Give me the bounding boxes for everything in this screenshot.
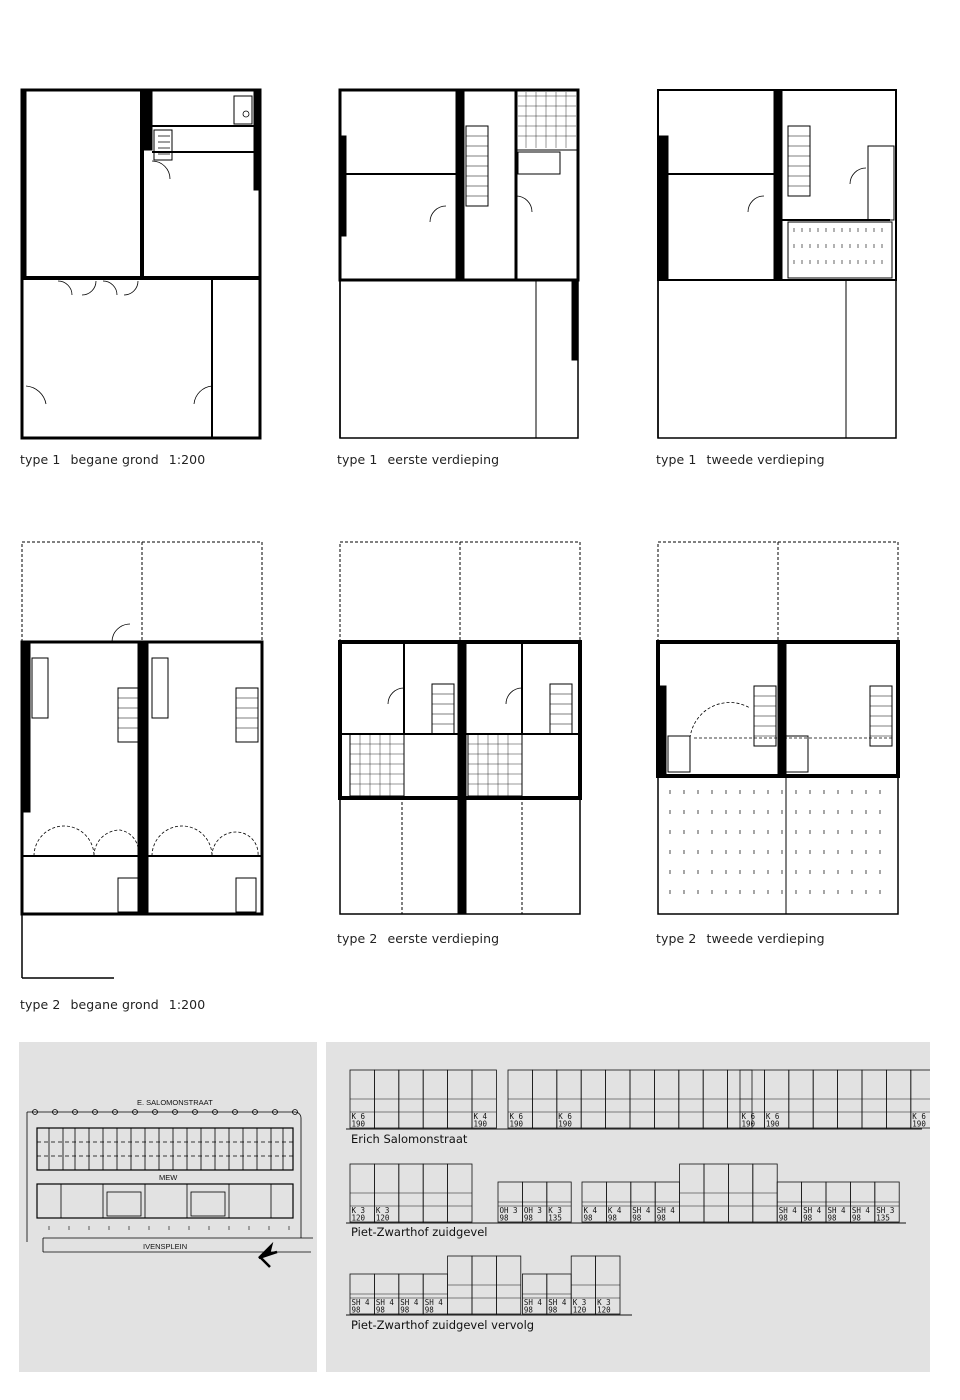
unit-type: K 6: [509, 1112, 524, 1121]
unit-type: K 6: [558, 1112, 572, 1121]
elevation-unit: [582, 1182, 606, 1223]
elevation-unit: [654, 1070, 678, 1128]
unit-area: 135: [876, 1213, 890, 1223]
elevation-unit: [508, 1070, 532, 1129]
elevation-unit: [350, 1164, 374, 1223]
elevation-unit: [350, 1274, 374, 1315]
unit-type: K 3: [351, 1206, 366, 1215]
elevation-unit: [350, 1070, 374, 1129]
plan-type2-ground: [18, 538, 266, 986]
caption-plan-5: [337, 931, 509, 946]
unit-type: SH 4: [548, 1298, 567, 1307]
plan-type2-first: [336, 538, 584, 918]
unit-area: 190: [741, 1119, 756, 1129]
unit-area: 120: [375, 1213, 390, 1223]
unit-type: SH 4: [424, 1298, 443, 1307]
elevation-unit: [875, 1182, 899, 1223]
unit-area: 120: [572, 1305, 587, 1315]
elevation-unit: [606, 1070, 630, 1128]
unit-area: 120: [351, 1213, 366, 1223]
elevation-unit: [581, 1070, 605, 1128]
unit-area: 98: [351, 1305, 361, 1315]
elevation-unit: [571, 1256, 595, 1315]
elevation-erich-salomonstraat: [346, 1070, 930, 1129]
unit-type: SH 4: [351, 1298, 370, 1307]
elevation-unit: [679, 1070, 703, 1128]
elevation-unit: [728, 1164, 752, 1222]
unit-type: K 4: [607, 1206, 622, 1215]
elevation-unit: [423, 1164, 447, 1222]
elevation-unit: [911, 1070, 930, 1129]
unit-area: 190: [765, 1119, 780, 1129]
elevation-unit: [374, 1164, 398, 1223]
elevation-unit: [850, 1182, 874, 1223]
elevation-unit: [448, 1070, 472, 1128]
elevation-title: Piet-Zwarthof zuidgevel vervolg: [351, 1318, 535, 1332]
elevation-unit: [631, 1182, 655, 1223]
elevation-piet-zwarthof-vervolg: [346, 1256, 632, 1315]
elevation-unit: [522, 1274, 546, 1315]
elevation-unit: [813, 1070, 837, 1128]
unit-area: 190: [473, 1119, 488, 1129]
unit-area: 98: [499, 1213, 509, 1223]
elevation-unit: [704, 1164, 728, 1222]
elevation-unit: [522, 1182, 546, 1223]
unit-area: 120: [597, 1305, 611, 1315]
elevations-panel: [326, 1042, 930, 1372]
unit-type: K 3: [597, 1298, 611, 1307]
unit-type: SH 4: [400, 1298, 419, 1307]
elevation-unit: [374, 1274, 398, 1315]
elevation-title: Erich Salomonstraat: [351, 1132, 468, 1146]
plan-scale: 1:200: [168, 997, 206, 1012]
street-label-bottom: IVENSPLEIN: [143, 1242, 188, 1251]
elevation-unit: [655, 1182, 679, 1223]
plan-type: type 2: [656, 931, 697, 946]
elevation-unit: [606, 1182, 630, 1223]
elevation-unit: [496, 1256, 520, 1314]
plan-type1-ground: [18, 86, 266, 442]
unit-area: 98: [803, 1213, 813, 1223]
unit-area: 98: [548, 1305, 558, 1315]
plan-level: begane grond: [70, 452, 159, 467]
unit-area: 98: [827, 1213, 837, 1223]
unit-area: 98: [656, 1213, 666, 1223]
unit-type: OH 3: [523, 1206, 542, 1215]
plan-type: type 2: [20, 997, 61, 1012]
plan-level: tweede verdieping: [706, 452, 825, 467]
elevation-unit: [596, 1256, 620, 1315]
elevation-unit: [532, 1070, 556, 1128]
unit-area: 190: [351, 1119, 366, 1129]
unit-type: SH 4: [523, 1298, 542, 1307]
unit-type: SH 4: [827, 1206, 846, 1215]
caption-plan-4: [20, 997, 215, 1012]
elevation-unit: [399, 1070, 423, 1128]
unit-area: 98: [583, 1213, 593, 1223]
elevation-unit: [448, 1256, 472, 1314]
unit-type: K 6: [741, 1112, 756, 1121]
north-arrow-icon: [259, 1246, 277, 1267]
unit-type: OH 3: [499, 1206, 518, 1215]
unit-area: 135: [548, 1213, 562, 1223]
elevation-unit: [472, 1070, 496, 1129]
plan-level: tweede verdieping: [706, 931, 825, 946]
unit-area: 190: [509, 1119, 524, 1129]
plan-type1-second: [654, 86, 902, 442]
elevation-unit: [547, 1274, 571, 1315]
elevation-unit: [764, 1070, 788, 1129]
elevation-unit: [374, 1070, 398, 1128]
unit-type: K 6: [351, 1112, 366, 1121]
unit-area: 98: [400, 1305, 410, 1315]
unit-area: 190: [558, 1119, 572, 1129]
unit-type: K 3: [548, 1206, 562, 1215]
site-plan: [19, 1042, 317, 1372]
mew-label: MEW: [159, 1173, 178, 1182]
elevation-unit: [680, 1164, 704, 1222]
elevation-unit: [448, 1164, 472, 1222]
elevation-unit: [547, 1182, 571, 1223]
caption-plan-2: [337, 452, 509, 467]
unit-area: 98: [424, 1305, 434, 1315]
unit-type: K 6: [765, 1112, 780, 1121]
elevation-unit: [399, 1274, 423, 1315]
elevation-unit: [423, 1070, 447, 1128]
elevation-unit: [826, 1182, 850, 1223]
unit-type: SH 4: [803, 1206, 822, 1215]
unit-type: SH 4: [778, 1206, 797, 1215]
elevation-title: Piet-Zwarthof zuidgevel: [351, 1225, 488, 1239]
elevation-unit: [498, 1182, 522, 1223]
elevation-unit: [789, 1070, 813, 1128]
unit-type: K 3: [572, 1298, 587, 1307]
plan-type: type 1: [337, 452, 378, 467]
unit-type: SH 4: [656, 1206, 675, 1215]
unit-type: K 3: [375, 1206, 390, 1215]
unit-type: K 6: [912, 1112, 926, 1121]
plan-type2-second: [654, 538, 902, 918]
elevation-unit: [399, 1164, 423, 1222]
plan-level: eerste verdieping: [387, 931, 500, 946]
elevation-unit: [557, 1070, 581, 1129]
plan-type1-first: [336, 86, 584, 442]
unit-type: SH 4: [375, 1298, 394, 1307]
unit-area: 98: [632, 1213, 642, 1223]
caption-plan-3: [656, 452, 835, 467]
elevation-unit: [777, 1182, 801, 1223]
unit-area: 98: [375, 1305, 385, 1315]
elevation-unit: [802, 1182, 826, 1223]
elevation-unit: [472, 1256, 496, 1314]
plan-type: type 1: [20, 452, 61, 467]
street-label-top: E. SALOMONSTRAAT: [137, 1098, 213, 1107]
unit-area: 98: [523, 1213, 533, 1223]
caption-plan-6: [656, 931, 835, 946]
unit-area: 98: [778, 1213, 788, 1223]
unit-type: SH 3: [876, 1206, 895, 1215]
elevation-unit: [630, 1070, 654, 1128]
elevation-unit: [838, 1070, 862, 1128]
plan-scale: 1:200: [168, 452, 206, 467]
elevation-piet-zwarthof: [346, 1164, 906, 1223]
unit-area: 98: [851, 1213, 861, 1223]
caption-plan-1: [20, 452, 215, 467]
unit-type: SH 4: [851, 1206, 870, 1215]
unit-type: K 4: [583, 1206, 598, 1215]
plan-type: type 2: [337, 931, 378, 946]
unit-area: 98: [607, 1213, 617, 1223]
elevation-unit: [703, 1070, 727, 1128]
plan-type: type 1: [656, 452, 697, 467]
plan-level: eerste verdieping: [387, 452, 500, 467]
unit-type: SH 4: [632, 1206, 651, 1215]
unit-area: 98: [523, 1305, 533, 1315]
elevation-unit: [423, 1274, 447, 1315]
unit-type: K 4: [473, 1112, 488, 1121]
plan-level: begane grond: [70, 997, 159, 1012]
elevation-unit: [753, 1164, 777, 1222]
unit-area: 190: [912, 1119, 926, 1129]
elevation-unit: [862, 1070, 886, 1128]
elevation-unit: [886, 1070, 910, 1128]
site-plan-panel: [19, 1042, 317, 1372]
